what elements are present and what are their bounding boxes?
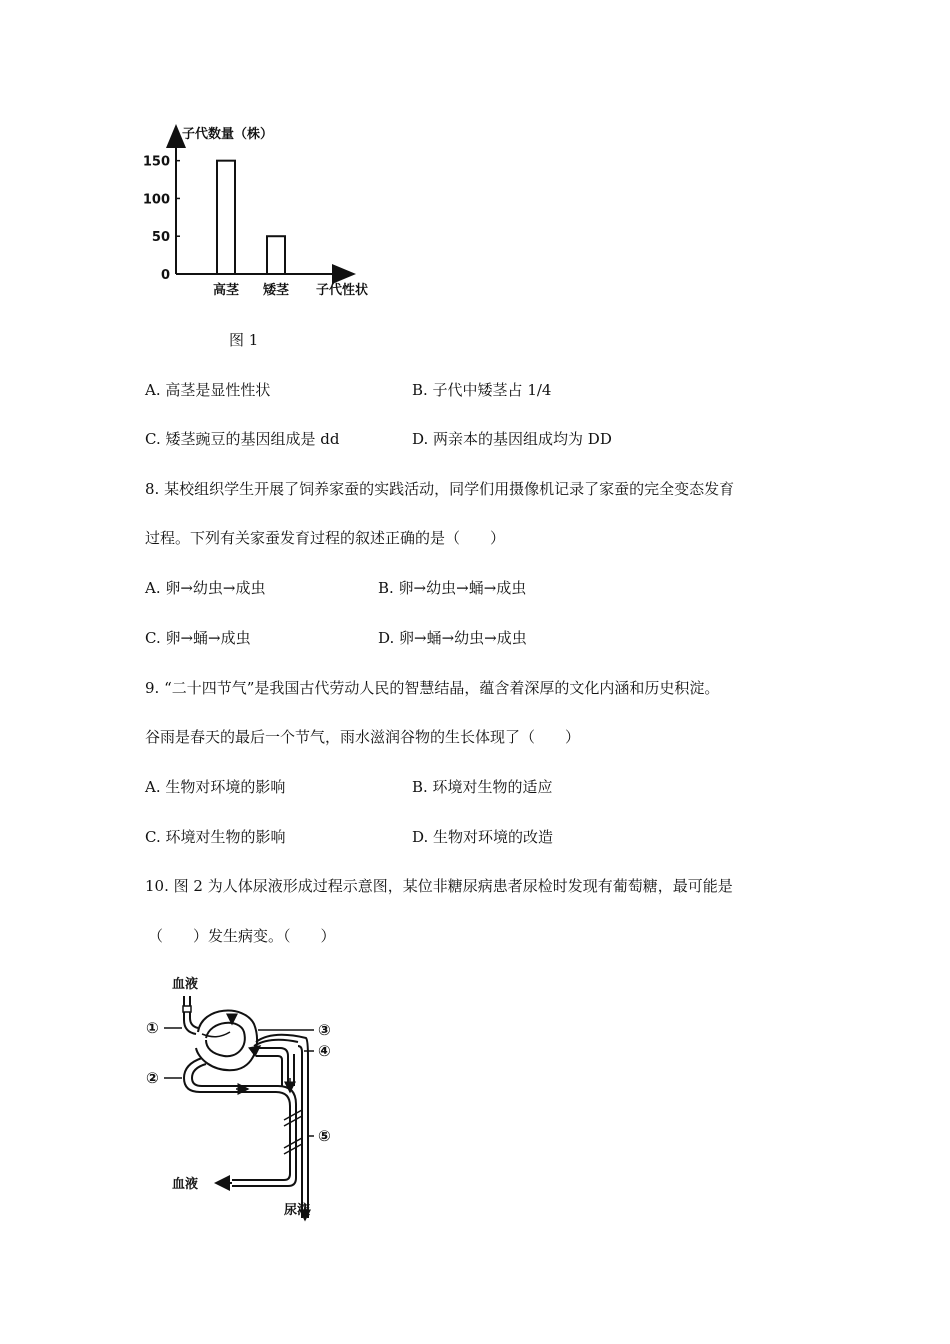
q10-stem-line2: （ ）发生病变。（ ）	[148, 927, 336, 945]
q8-stem-line2: 过程。下列有关家蚕发育过程的叙述正确的是（ ）	[145, 529, 506, 547]
q7-option-d: D. 两亲本的基因组成均为 DD	[412, 430, 612, 448]
q9-stem-line1: 9. “二十四节气”是我国古代劳动人民的智慧结晶，蕴含着深厚的文化内涵和历史积淀。	[145, 679, 720, 697]
efferent-arteriole	[184, 1058, 290, 1180]
x-category-label: 高茎	[212, 283, 240, 298]
label-5: ⑤	[318, 1127, 331, 1145]
y-tick-label: 150	[142, 154, 170, 170]
bar-2	[267, 236, 285, 274]
y-axis-label: 子代数量（株）	[182, 127, 274, 142]
bar-1	[217, 161, 235, 274]
y-tick-label: 0	[160, 268, 170, 283]
x-category-label: 矮茎	[262, 283, 290, 298]
q9-stem-line2: 谷雨是春天的最后一个节气，雨水滋润谷物的生长体现了（ ）	[145, 728, 581, 746]
q8-option-c: C. 卵→蛹→成虫	[145, 629, 251, 647]
label-2: ②	[146, 1069, 159, 1087]
q7-option-a: A. 高茎是显性性状	[145, 381, 271, 399]
label-3: ③	[318, 1021, 331, 1039]
figure2-nephron-diagram	[140, 968, 360, 1224]
q9-option-b: B. 环境对生物的适应	[412, 778, 553, 796]
label-4: ④	[318, 1042, 331, 1060]
glomerulus	[206, 1023, 245, 1056]
figure1-caption: 图 1	[229, 331, 259, 349]
blood-in-label: 血液	[172, 977, 199, 992]
y-tick-label: 50	[151, 230, 170, 246]
urine-label: 尿液	[284, 1203, 311, 1218]
q8-option-d: D. 卵→蛹→幼虫→成虫	[378, 629, 527, 647]
label-1: ①	[146, 1019, 159, 1037]
q8-option-b: B. 卵→幼虫→蛹→成虫	[378, 579, 527, 597]
q9-option-d: D. 生物对环境的改造	[412, 828, 554, 846]
q7-option-b: B. 子代中矮茎占 1/4	[412, 381, 552, 399]
x-axis-label: 子代性状	[316, 283, 369, 298]
blood-out-label: 血液	[172, 1177, 199, 1192]
q8-option-a: A. 卵→幼虫→成虫	[145, 579, 266, 597]
q10-stem-line1: 10. 图 2 为人体尿液形成过程示意图，某位非糖尿病患者尿检时发现有葡萄糖，最可能是	[145, 877, 733, 895]
q9-option-a: A. 生物对环境的影响	[145, 778, 286, 796]
q9-option-c: C. 环境对生物的影响	[145, 828, 286, 846]
q7-option-c: C. 矮茎豌豆的基因组成是 dd	[145, 430, 340, 448]
figure1-bar-chart	[140, 118, 400, 308]
y-tick-label: 100	[142, 192, 170, 208]
q8-stem-line1: 8. 某校组织学生开展了饲养家蚕的实践活动，同学们用摄像机记录了家蚕的完全变态发育	[145, 480, 735, 498]
